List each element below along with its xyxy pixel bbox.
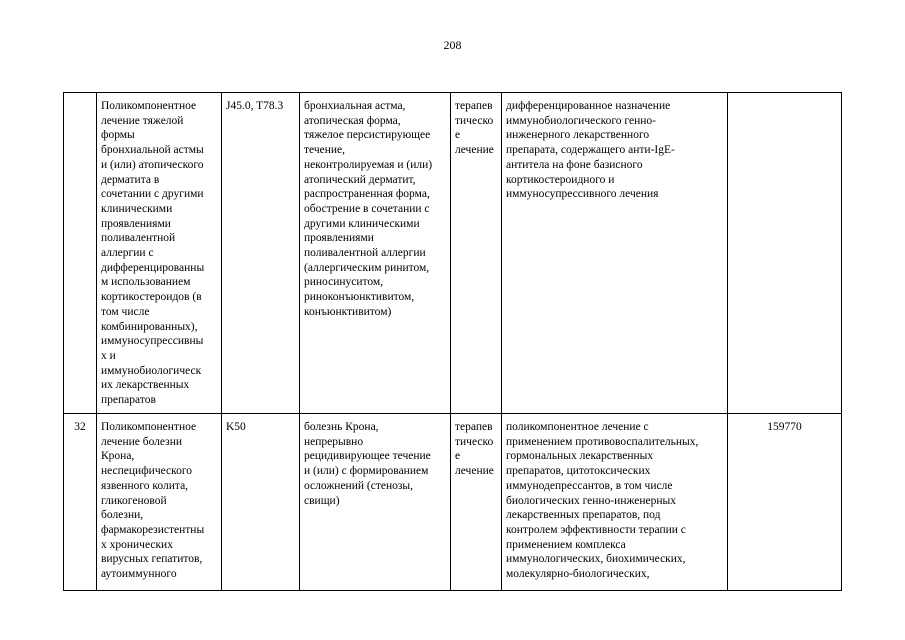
icd-codes-cell: K50: [222, 414, 300, 591]
treatment-name-line: аутоиммунного: [101, 568, 177, 581]
treatment-method-line: поликомпонентное лечение с: [506, 421, 649, 433]
treatment-method-line: иммунодепрессантов, в том числе: [506, 479, 673, 492]
treatment-name-line: комбинированных),: [101, 320, 198, 333]
patient-model-line: другими клиническими: [304, 217, 420, 230]
patient-model-line: проявлениями: [304, 232, 374, 245]
treatment-method-line: применением противовоспалительных,: [506, 435, 699, 448]
patient-model-line: атопический дерматит,: [304, 173, 416, 186]
treatment-name-line: поливалентной: [101, 232, 176, 245]
patient-model-line: бронхиальная астма,: [304, 100, 406, 112]
patient-model-line: тяжелое персистирующее: [304, 129, 431, 142]
treatment-method-line: препарата, содержащего анти-IgE-: [506, 144, 675, 157]
treatment-type-line: терапев: [455, 421, 493, 433]
patient-model-line: свищи): [304, 494, 340, 507]
treatment-name-line: гликогеновой: [101, 494, 167, 507]
treatment-method-line: применением комплекса: [506, 538, 626, 551]
table-row: [64, 93, 842, 414]
treatment-name-line: иммунобиологическ: [101, 364, 202, 377]
patient-model-line: течение,: [304, 144, 346, 157]
treatment-method-line: биологических генно-инженерных: [506, 494, 677, 507]
treatment-name-line: х хронических: [101, 538, 173, 551]
patient-model-line: поливалентной аллергии: [304, 247, 426, 260]
treatment-method-line: инженерного лекарственного: [506, 129, 650, 142]
treatment-name-line: препаратов: [101, 394, 156, 407]
patient-model-line: (аллергическим ринитом,: [304, 261, 430, 274]
treatment-method-line: иммунологических, биохимических,: [506, 553, 686, 566]
treatment-method-line: кортикостероидного и: [506, 173, 615, 186]
treatment-method-line: лекарственных препаратов, под: [506, 509, 661, 522]
treatment-method-line: контролем эффективности терапии с: [506, 523, 686, 536]
treatment-name-line: вирусных гепатитов,: [101, 553, 203, 566]
treatment-name-line: лечение болезни: [101, 435, 183, 448]
treatment-name-line: Поликомпонентное: [101, 100, 197, 112]
treatment-name-cell: [97, 414, 222, 591]
treatment-name-line: проявлениями: [101, 217, 171, 230]
treatment-name-line: болезни,: [101, 509, 144, 522]
treatment-name-line: м использованием: [101, 276, 191, 289]
treatment-method-cell: [502, 414, 728, 591]
treatment-method-line: иммуносупрессивного лечения: [506, 188, 659, 201]
treatment-name-line: бронхиальной астмы: [101, 144, 204, 157]
treatment-name-line: дифференцированны: [101, 261, 205, 274]
treatment-name-line: фармакорезистентны: [101, 523, 205, 536]
treatment-name-line: Крона,: [101, 450, 135, 463]
patient-model-line: и (или) с формированием: [304, 465, 429, 478]
treatment-type-line: терапев: [455, 100, 493, 112]
treatment-type-line: е: [455, 129, 461, 142]
patient-model-line: болезнь Крона,: [304, 421, 379, 433]
row-number-cell: 32: [64, 414, 97, 591]
treatment-method-line: препаратов, цитотоксических: [506, 465, 651, 478]
treatment-name-line: язвенного колита,: [101, 479, 189, 492]
treatment-name-line: неспецифического: [101, 465, 193, 478]
patient-model-line: риносинуситом,: [304, 276, 384, 289]
treatment-name-line: дерматита в: [101, 173, 160, 186]
price-cell: 159770: [728, 414, 842, 591]
page-number: 208: [443, 38, 462, 52]
treatment-table: [63, 92, 842, 591]
treatment-method-line: молекулярно-биологических,: [506, 568, 650, 581]
patient-model-line: атопическая форма,: [304, 114, 401, 127]
patient-model-line: осложнений (стенозы,: [304, 479, 413, 492]
treatment-type-line: тическо: [455, 114, 494, 127]
treatment-type-line: лечение: [455, 144, 494, 157]
patient-model-line: распространенная форма,: [304, 188, 430, 201]
patient-model-line: рецидивирующее течение: [304, 450, 431, 463]
treatment-name-line: сочетании с другими: [101, 188, 204, 201]
treatment-name-line: иммуносупрессивны: [101, 335, 204, 348]
patient-model-line: риноконъюнктивитом,: [304, 291, 415, 304]
price-cell: [728, 93, 842, 414]
patient-model-line: конъюнктивитом): [304, 305, 392, 318]
patient-model-cell: [300, 93, 451, 414]
treatment-method-cell: [502, 93, 728, 414]
treatment-method-line: антитела на фоне базисного: [506, 158, 643, 171]
patient-model-cell: [300, 414, 451, 591]
treatment-name-line: том числе: [101, 305, 150, 318]
treatment-name-line: кортикостероидов (в: [101, 291, 202, 304]
treatment-method-line: гормональных лекарственных: [506, 450, 654, 463]
treatment-name-line: лечение тяжелой: [101, 114, 184, 127]
treatment-type-line: лечение: [455, 465, 494, 478]
treatment-type-line: е: [455, 450, 461, 463]
treatment-method-line: иммунобиологического генно-: [506, 114, 656, 127]
row-number-cell: [64, 93, 97, 414]
patient-model-line: непрерывно: [304, 435, 364, 448]
treatment-name-line: х и: [101, 349, 116, 362]
table-row: [64, 414, 842, 591]
icd-codes-cell: J45.0, T78.3: [222, 93, 300, 414]
treatment-method-line: дифференцированное назначение: [506, 100, 671, 112]
treatment-type-line: тическо: [455, 435, 494, 448]
treatment-type-cell: [451, 93, 502, 414]
treatment-name-line: их лекарственных: [101, 379, 190, 392]
treatment-name-line: и (или) атопического: [101, 158, 204, 171]
treatment-name-line: Поликомпонентное: [101, 421, 197, 433]
treatment-type-cell: [451, 414, 502, 591]
treatment-name-line: аллергии с: [101, 247, 154, 260]
treatment-name-line: формы: [101, 129, 135, 142]
treatment-name-cell: [97, 93, 222, 414]
treatment-name-line: клиническими: [101, 202, 173, 215]
patient-model-line: неконтролируемая и (или): [304, 158, 433, 171]
patient-model-line: обострение в сочетании с: [304, 202, 430, 215]
